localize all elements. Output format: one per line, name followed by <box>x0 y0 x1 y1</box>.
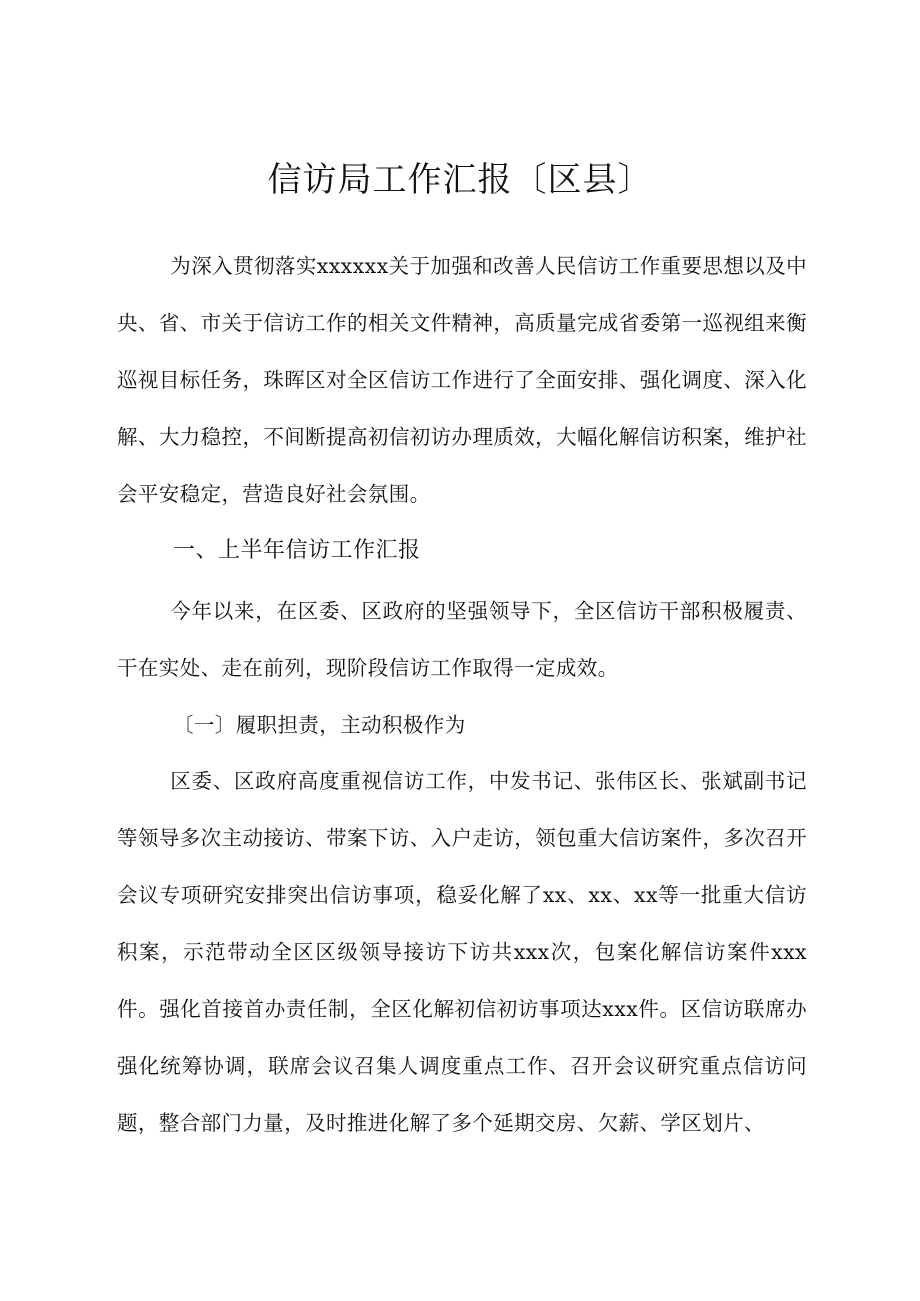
section-paragraph: 今年以来，在区委、区政府的坚强领导下，全区信访干部积极履责、干在实处、走在前列，现阶段信访工作取得一定成效。 <box>117 599 807 680</box>
document-title: 信访局工作汇报〔区县〕 <box>267 160 653 200</box>
intro-paragraph: 为深入贯彻落实xxxxxx关于加强和改善人民信访工作重要思想以及中央、省、市关于信访工作的相关文件精神，高质量完成省委第一巡视组来衡巡视目标任务，珠晖区对全区信访工作进行了全面安排、强化调度、深入化解、大力稳控，不间断提高初信初访办理质效，大幅化解信访积案，维护社会平安稳定，营造良好社会氛围。 <box>117 254 807 506</box>
section-heading: 一、上半年信访工作汇报 <box>173 538 421 563</box>
subsection-heading: 〔一〕履职担责，主动积极作为 <box>173 713 466 737</box>
subsection-paragraph: 区委、区政府高度重视信访工作，中发书记、张伟区长、张斌副书记等领导多次主动接访、带案下访、入户走访，领包重大信访案件，多次召开会议专项研究安排突出信访事项，稳妥化解了xx、xx、xx等一批重大信访积案，示范带动全区区级领导接访下访共xxx次，包案化解信访案件xxx件。强化首接首办责任制，全区化解初信初访事项达xxx件。区信访联席办强化统筹协调，联席会议召集人调度重点工作、召开会议研究重点信访问题，整合部门力量，及时推进化解了多个延期交房、欠薪、学区划片、 <box>117 769 807 1135</box>
